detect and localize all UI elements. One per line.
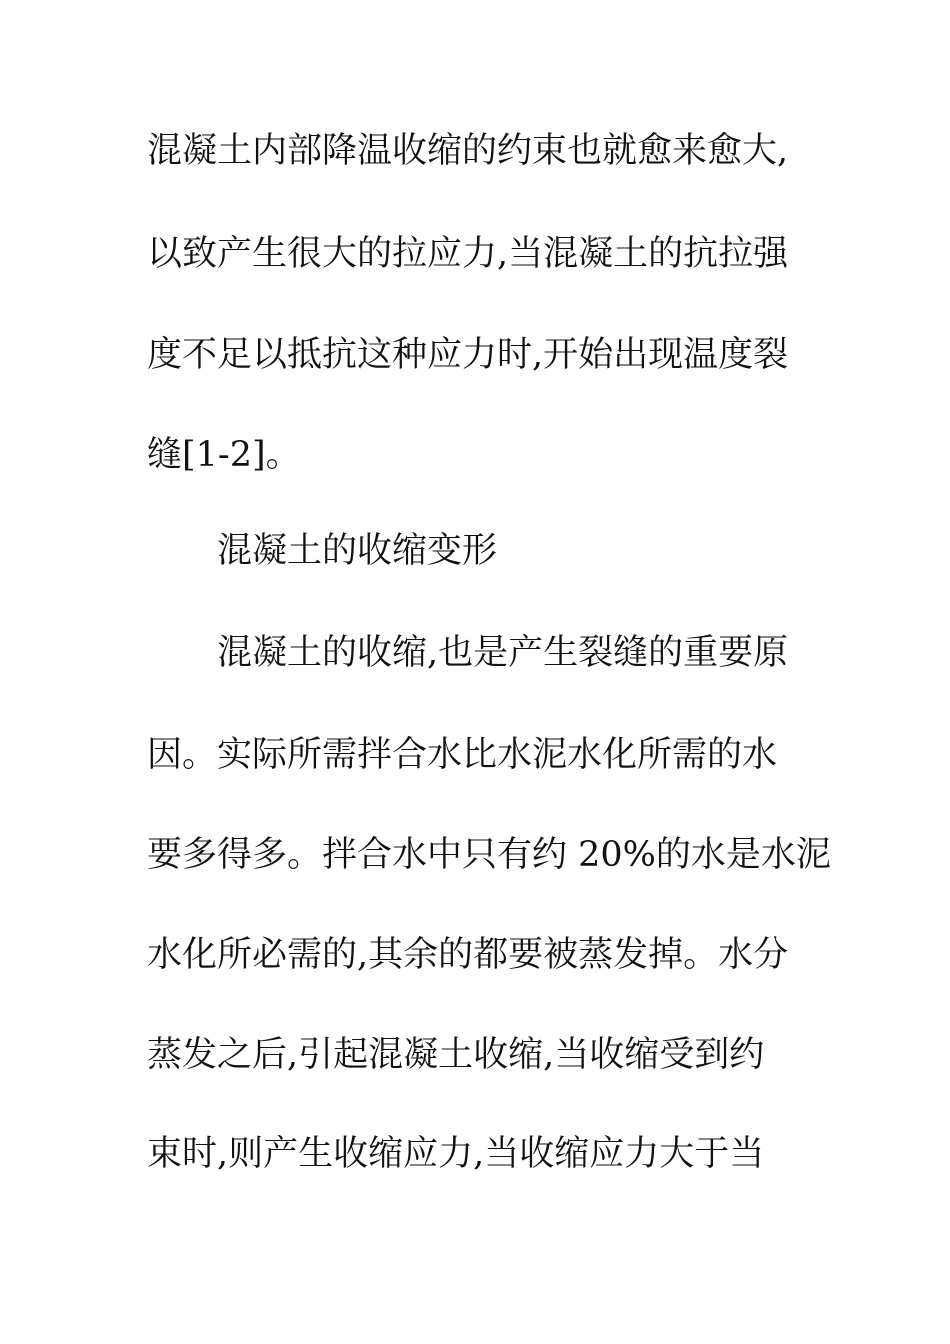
body-text-line: 要多得多。拌合水中只有约 20%的水是水泥 bbox=[147, 835, 831, 875]
body-text-line: 混凝土的收缩,也是产生裂缝的重要原 bbox=[217, 633, 789, 673]
body-text-line: 蒸发之后,引起混凝土收缩,当收缩受到约 bbox=[147, 1035, 765, 1075]
body-text-line: 束时,则产生收缩应力,当收缩应力大于当 bbox=[147, 1134, 765, 1174]
section-heading: 混凝土的收缩变形 bbox=[217, 531, 498, 571]
body-text-line: 度不足以抵抗这种应力时,开始出现温度裂 bbox=[147, 335, 789, 375]
body-text-line: 水化所必需的,其余的都要被蒸发掉。水分 bbox=[147, 935, 789, 975]
body-text-line: 以致产生很大的拉应力,当混凝土的抗拉强 bbox=[147, 234, 789, 274]
body-text-line: 因。实际所需拌合水比水泥水化所需的水 bbox=[147, 735, 778, 775]
body-text-line: 混凝土内部降温收缩的约束也就愈来愈大, bbox=[147, 131, 789, 171]
body-text-line: 缝[1-2]。 bbox=[147, 435, 301, 475]
